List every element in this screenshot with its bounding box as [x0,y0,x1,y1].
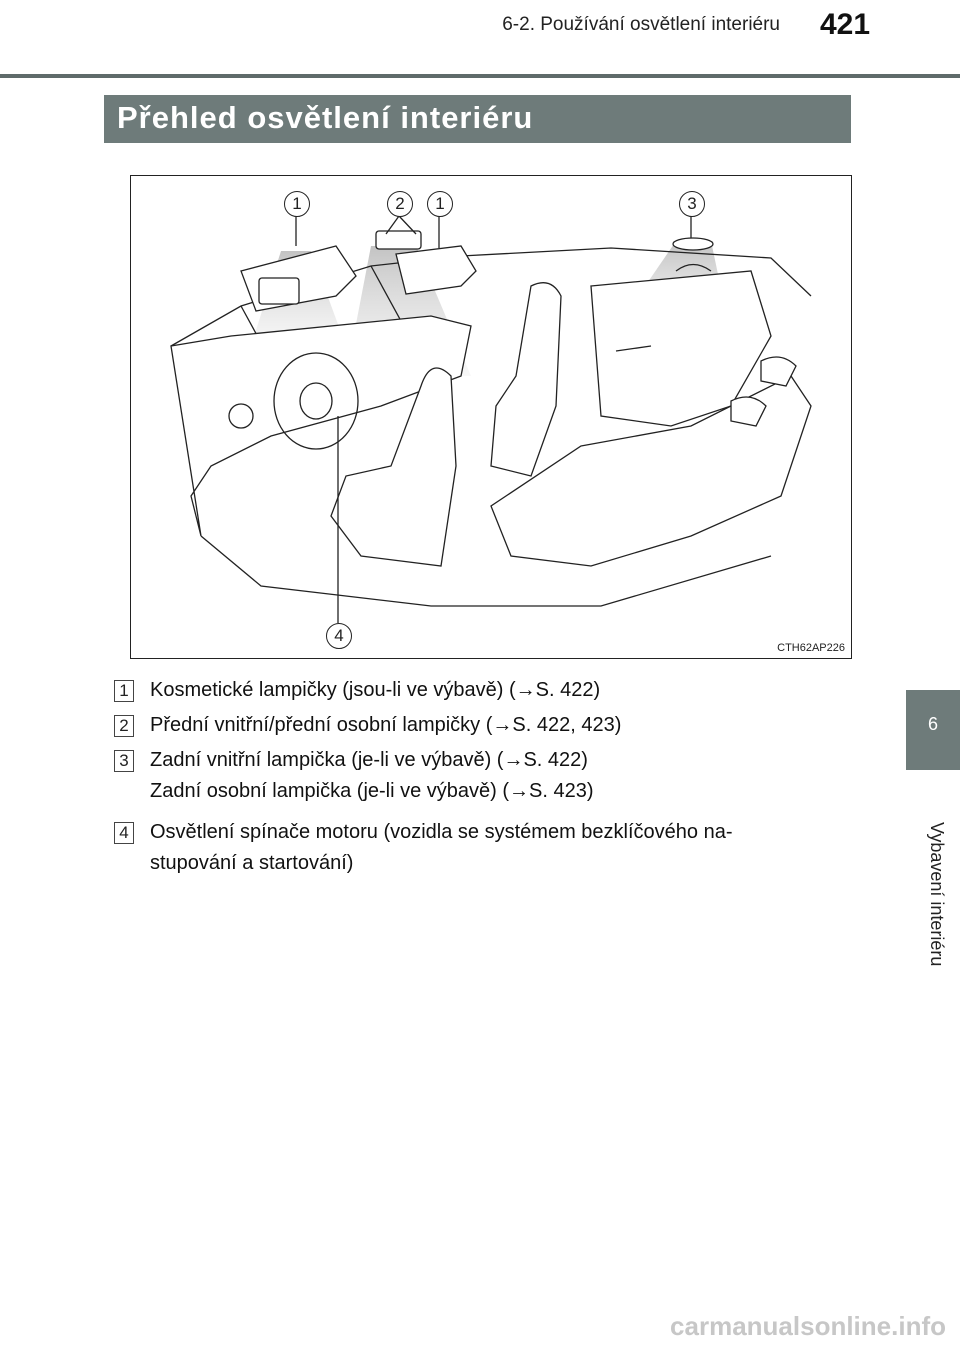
legend-text: Zadní osobní lampička (je-li ve výbavě) (→S. 423) [150,780,594,802]
legend-number: 1 [114,680,134,702]
legend-item [114,675,854,709]
sun-visor-right [396,246,476,294]
vanity-mirror-left [259,278,299,304]
legend-text: stupování a startování) [150,852,354,874]
legend-text: Osvětlení spínače motoru (vozidla se systémem bezklíčového na- [150,821,733,843]
chapter-label: Vybavení interiéru [927,822,947,967]
section-title: Přehled osvětlení interiéru [117,100,534,135]
callout-4: 4 [326,623,352,649]
legend-text: Zadní vnitřní lampička (je-li ve výbavě) (→S. 422) [150,749,588,771]
floor-outline [201,536,771,606]
running-header: 6-2. Používání osvětlení interiéru [502,14,780,35]
watermark: carmanualsonline.info [670,1311,946,1341]
legend-number: 2 [114,715,134,737]
rear-dome-light [673,238,713,250]
callout-2: 2 [387,191,413,217]
chapter-number: 6 [927,714,938,734]
overhead-console [376,231,421,249]
header-rule [0,74,960,78]
chapter-tab [906,690,960,770]
passenger-seat [491,283,561,476]
callout-1-left: 1 [284,191,310,217]
page-number: 421 [820,8,871,41]
interior-lights-figure [130,175,852,659]
legend-text: Kosmetické lampičky (jsou-li ve výbavě) (→S. 422) [150,679,601,701]
legend-text: Přední vnitřní/přední osobní lampičky (→S. 422, 423) [150,714,622,736]
legend-item [114,817,854,881]
section-title-bar [104,95,851,143]
legend-item [114,745,854,809]
callout-3: 3 [679,191,705,217]
legend-number: 4 [114,822,134,844]
callout-1-right: 1 [427,191,453,217]
legend-item [114,710,854,744]
car-interior-illustration [131,176,851,658]
legend-number: 3 [114,750,134,772]
figure-code: CTH62AP226 [777,642,845,654]
